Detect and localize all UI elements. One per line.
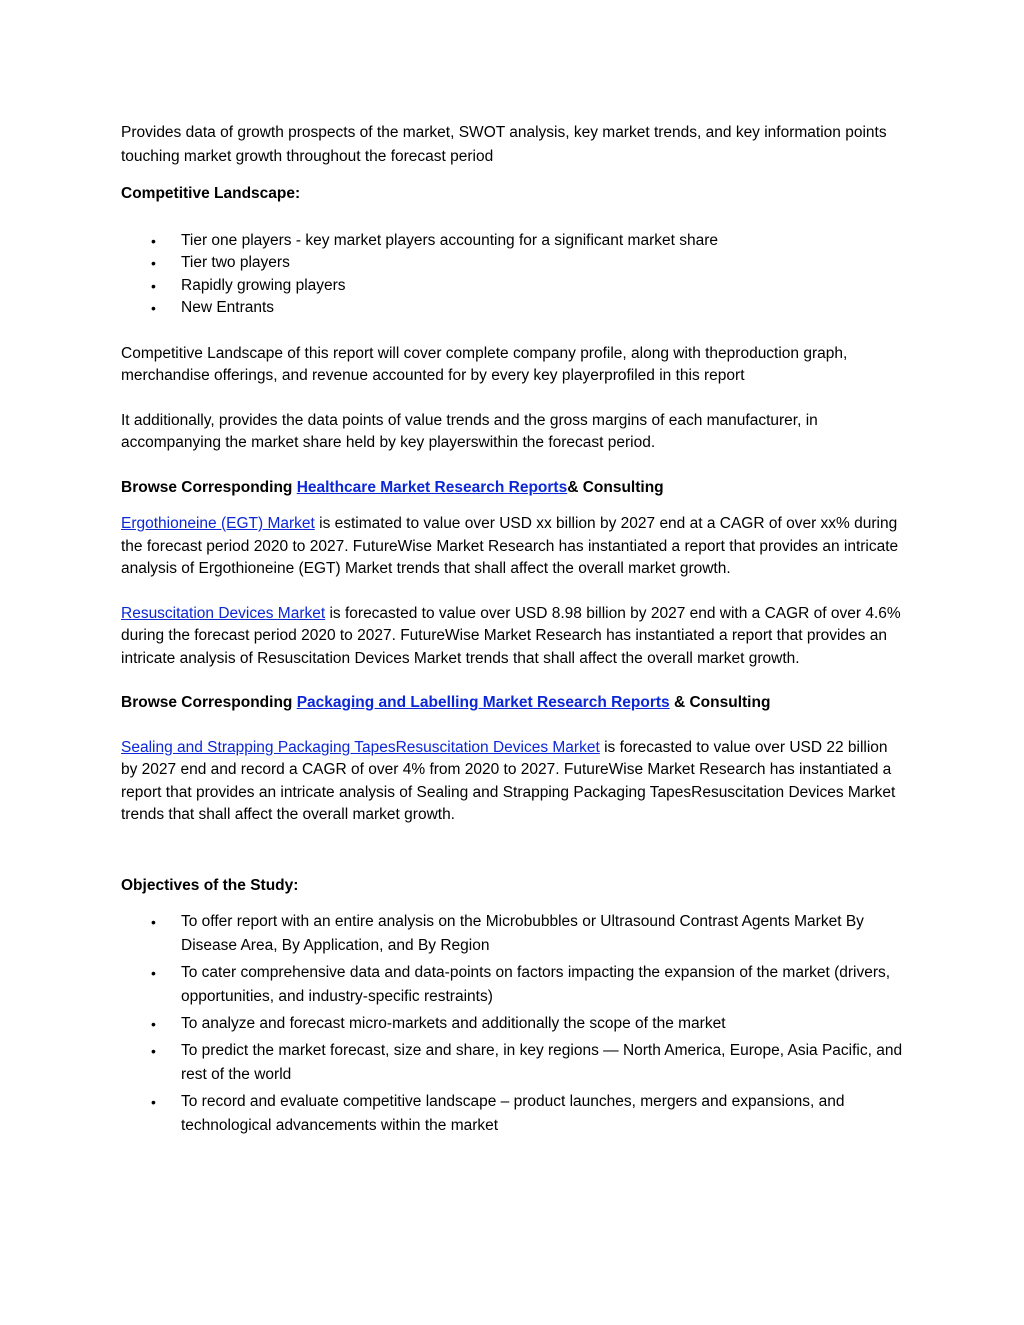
resuscitation-market-link[interactable]: Resuscitation Devices Market [121,604,326,622]
list-item: • New Entrants [121,297,906,320]
bullet-icon: • [151,277,156,294]
sealing-market-paragraph: Sealing and Strapping Packaging TapesResuscitation Devices Market is forecasted to value over USD 22 billion by 2027 end and record a CAGR of over 4% from 2020 to 2027. FutureWise Market Research has instantiated a report that provides an intricate analysis of Sealing and Strapping Packaging TapesResuscitation Devices Market trends that shall affect the overall market growth. [121,738,896,823]
list-item: • To record and evaluate competitive landscape – product launches, mergers and expansions, and technological advancements within the market [121,1090,906,1138]
egt-market-link[interactable]: Ergothioneine (EGT) Market [121,515,315,532]
bullet-icon: • [151,300,156,316]
bullet-icon: • [151,914,156,930]
list-item: • To cater comprehensive data and data-points on factors impacting the expansion of the market (drivers, opportunities, and industry-specific restraints) [121,961,906,1009]
bullet-icon: • [151,965,156,981]
list-item: • Tier two players [121,252,906,275]
competitive-landscape-heading: Competitive Landscape: [121,185,301,202]
intro-paragraph: Provides data of growth prospects of the market, SWOT analysis, key market trends, and key information points touching market growth throughout the forecast period [121,124,887,165]
resuscitation-market-paragraph: Resuscitation Devices Market is forecasted to value over USD 8.98 billion by 2027 end with a CAGR of over 4.6% during the forecast period 2020 to 2027. FutureWise Market Research has instantiated a report that provides an intricate analysis of Resuscitation Devices Market trends that shall affect the overall market growth. [121,604,901,667]
packaging-browse-heading: Browse Corresponding Packaging and Labelling Market Research Reports & Consulting [121,694,771,711]
list-item: • Rapidly growing players [121,275,906,298]
bullet-icon: • [151,232,156,249]
bullet-icon: • [151,1016,156,1032]
packaging-reports-link[interactable]: Packaging and Labelling Market Research Reports [296,694,670,711]
bullet-icon: • [151,1094,156,1110]
healthcare-reports-link[interactable]: Healthcare Market Research Reports [296,478,568,496]
objectives-heading: Objectives of the Study: [121,876,299,894]
list-item: • To predict the market forecast, size and share, in key regions — North America, Europe, Asia Pacific, and rest of the world [121,1039,906,1087]
competitive-trends-paragraph: It additionally, provides the data points of value trends and the gross margins of each manufacturer, in accompanying the market share held by key playerswithin the forecast period. [121,411,818,451]
objectives-list [121,910,906,1138]
document-page [121,121,906,1161]
competitive-profile-paragraph: Competitive Landscape of this report will cover complete company profile, along with theproduction graph, merchandise offerings, and revenue accounted for by every key playerprofiled in this report [121,344,848,384]
competitive-tiers-list [121,230,906,320]
bullet-icon: • [151,1043,156,1059]
list-item: • To analyze and forecast micro-markets and additionally the scope of the market [121,1012,906,1036]
sealing-market-link[interactable]: Sealing and Strapping Packaging TapesResuscitation Devices Market [121,738,600,756]
egt-market-paragraph: Ergothioneine (EGT) Market is estimated to value over USD xx billion by 2027 end at a CAGR of over xx% during the forecast period 2020 to 2027. FutureWise Market Research has instantiated a report that provides an intricate analysis of Ergothioneine (EGT) Market trends that shall affect the overall market growth. [121,515,899,577]
list-item: • Tier one players - key market players accounting for a significant market share [121,230,906,253]
list-item: • To offer report with an entire analysis on the Microbubbles or Ultrasound Contrast Agents Market By Disease Area, By Application, and By Region [121,910,906,958]
bullet-icon: • [151,255,156,271]
healthcare-browse-heading: Browse Corresponding Healthcare Market Research Reports& Consulting [121,478,664,496]
